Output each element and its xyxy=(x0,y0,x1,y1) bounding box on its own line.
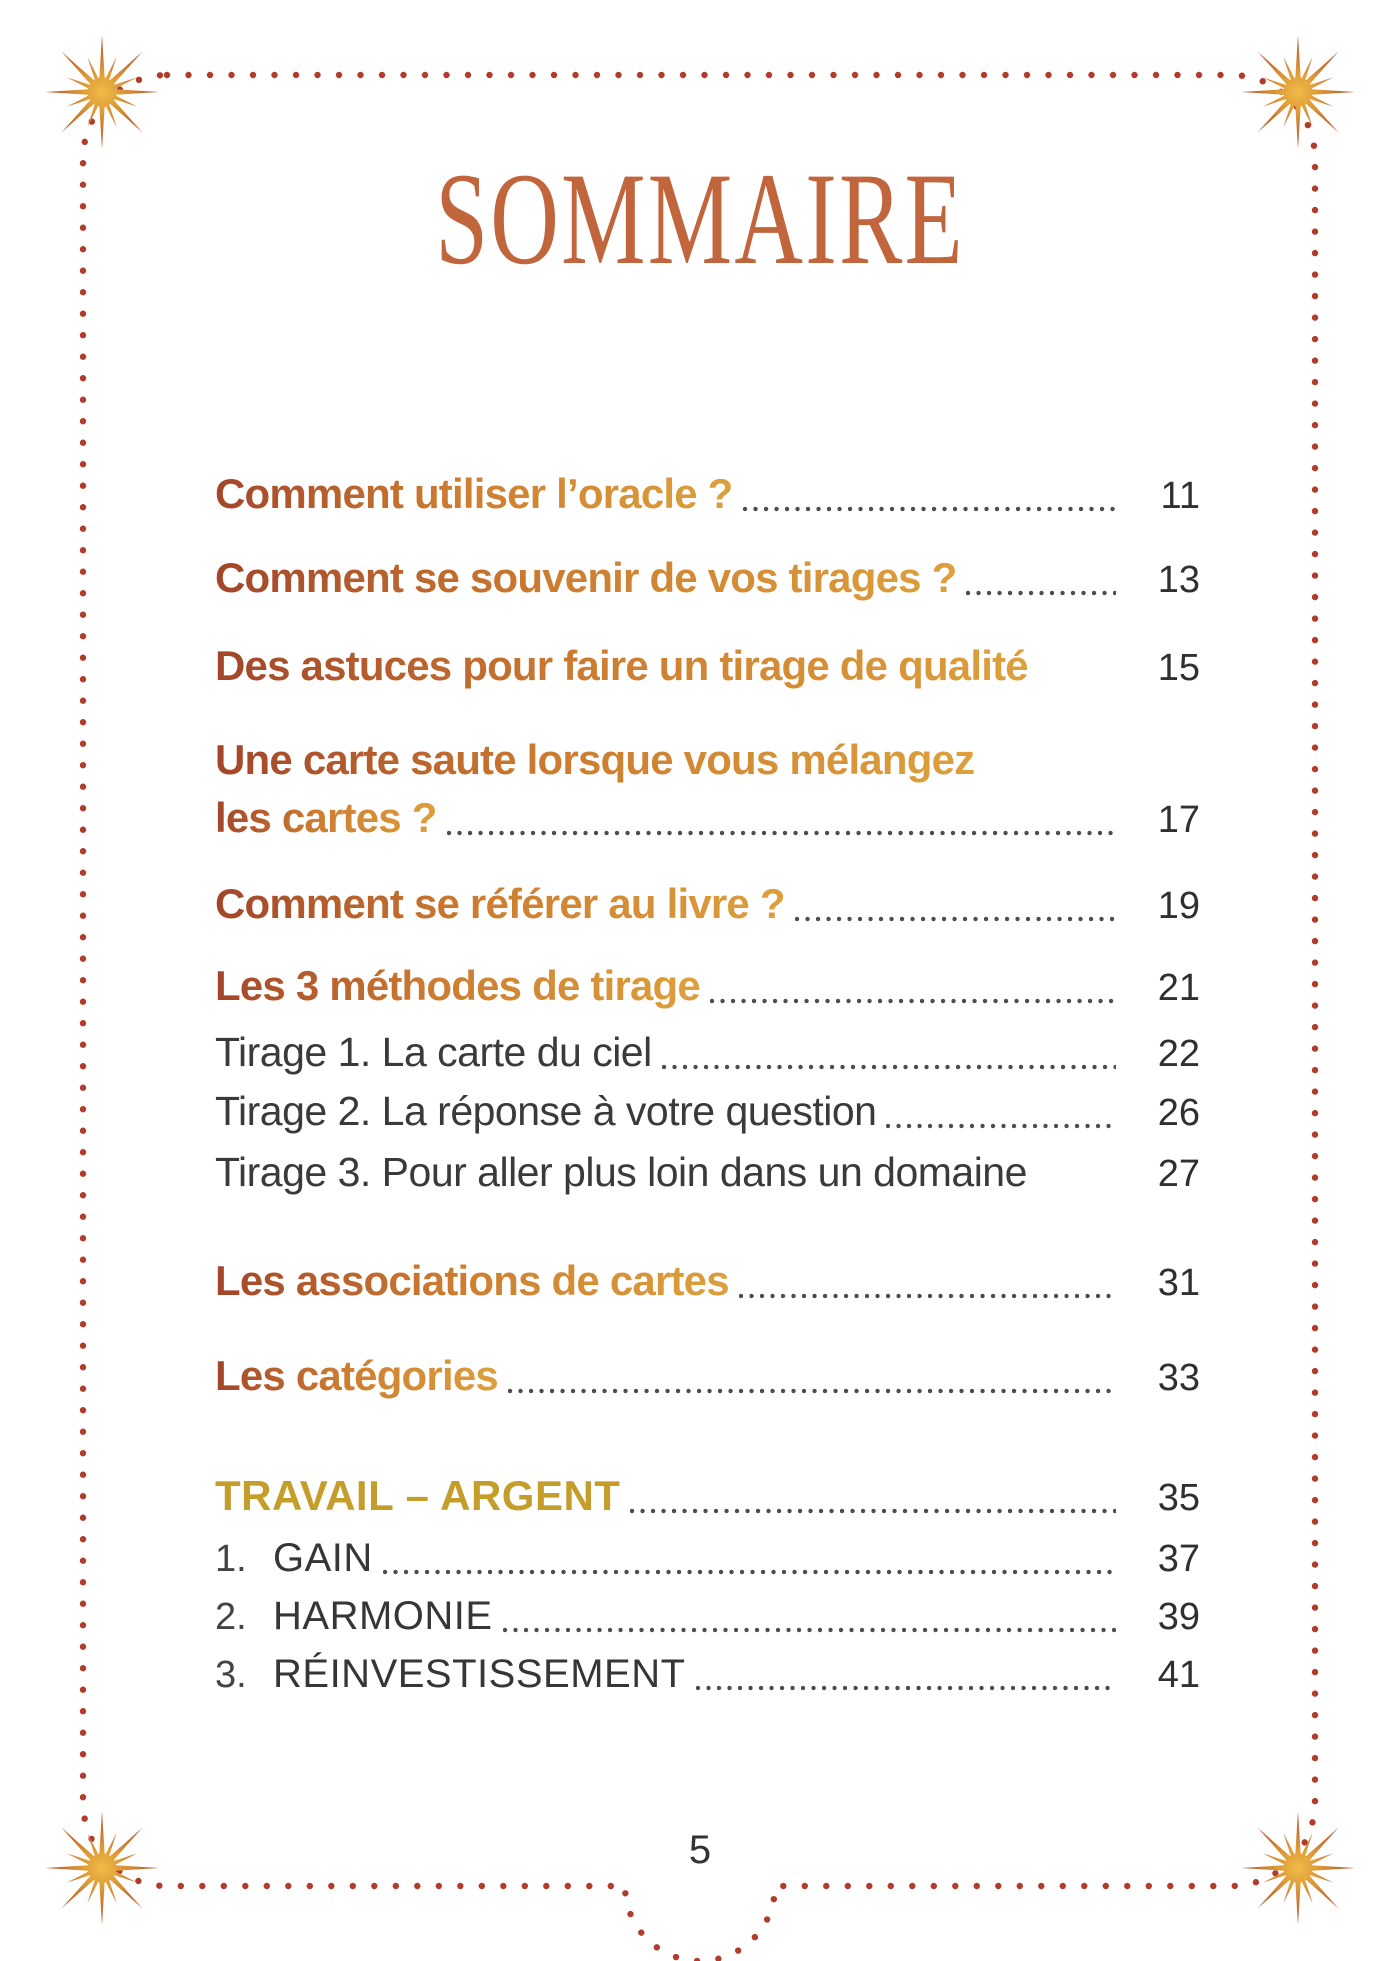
toc-entry-label: Tirage 2. La réponse à votre question xyxy=(215,1088,877,1134)
toc-entry-page: 41 xyxy=(1157,1654,1200,1696)
toc-category xyxy=(215,1470,1200,1524)
toc-entry-label: Les catégories xyxy=(215,1350,498,1402)
toc-entry-line1 xyxy=(215,734,1200,786)
toc-entry-label: Une carte saute lorsque vous mélangez xyxy=(215,734,974,786)
dot-leader xyxy=(503,1627,1116,1633)
dot-leader xyxy=(1037,1184,1116,1190)
dot-leader xyxy=(743,506,1116,512)
toc-entry-page: 35 xyxy=(1157,1477,1200,1519)
toc-entry-label: Tirage 3. Pour aller plus loin dans un domaine xyxy=(215,1149,1027,1195)
toc-entry-label: Comment utiliser l’oracle ? xyxy=(215,468,733,520)
toc-entry-page: 26 xyxy=(1157,1092,1200,1134)
toc-entry xyxy=(215,552,1200,606)
toc-card-item xyxy=(215,1590,1200,1643)
toc-entry-label: HARMONIE xyxy=(273,1594,493,1638)
toc-entry-label: Comment se souvenir de vos tirages ? xyxy=(215,552,956,604)
dot-leader xyxy=(886,1123,1116,1129)
sunburst-icon-top-right xyxy=(1241,35,1355,149)
toc-entry xyxy=(215,640,1200,694)
dot-leader xyxy=(710,998,1116,1004)
toc-entry-page: 39 xyxy=(1157,1596,1200,1638)
toc-card-item xyxy=(215,1648,1200,1701)
sunburst-icon-bottom-right xyxy=(1241,1811,1355,1925)
dot-leader xyxy=(508,1388,1116,1394)
toc-entry-label: Les 3 méthodes de tirage xyxy=(215,960,700,1012)
toc-entry-page: 19 xyxy=(1157,885,1200,927)
toc-entry xyxy=(215,468,1200,522)
toc-card-number: 1. xyxy=(215,1538,247,1580)
toc-card-number: 2. xyxy=(215,1596,247,1638)
dot-leader xyxy=(383,1569,1116,1575)
toc-entry-page: 11 xyxy=(1160,475,1200,517)
toc-subentry xyxy=(215,1146,1200,1200)
toc-entry-page: 31 xyxy=(1157,1262,1200,1304)
toc-entry-page: 21 xyxy=(1157,967,1200,1009)
sunburst-icon-bottom-left xyxy=(45,1811,159,1925)
toc-entry-page: 15 xyxy=(1157,647,1200,689)
toc-entry-page: 17 xyxy=(1157,799,1200,841)
page-number: 5 xyxy=(688,1828,712,1872)
toc-subentry xyxy=(215,1085,1200,1139)
toc-entry-label: les cartes ? xyxy=(215,792,437,844)
toc-card-number: 3. xyxy=(215,1654,247,1696)
dot-leader xyxy=(630,1508,1116,1514)
toc-entry-label: Des astuces pour faire un tirage de qualité xyxy=(215,640,1028,692)
toc-entry-page: 27 xyxy=(1157,1153,1200,1195)
toc-entry-line2 xyxy=(215,792,1200,846)
toc-entry-page: 33 xyxy=(1157,1357,1200,1399)
toc-category-label: TRAVAIL – ARGENT xyxy=(215,1472,621,1519)
dot-leader xyxy=(795,916,1116,922)
page-title: SOMMAIRE xyxy=(435,145,965,292)
toc-entry-page: 37 xyxy=(1157,1538,1200,1580)
toc-entry xyxy=(215,1350,1200,1404)
dot-leader xyxy=(447,830,1116,836)
sunburst-icon-top-left xyxy=(45,35,159,149)
toc-entry-label: Les associations de cartes xyxy=(215,1255,729,1307)
dot-leader xyxy=(966,590,1116,596)
toc-entry-label: Comment se référer au livre ? xyxy=(215,878,785,930)
toc-entry-label: GAIN xyxy=(273,1536,373,1580)
toc-card-item xyxy=(215,1532,1200,1585)
dot-leader xyxy=(739,1293,1116,1299)
toc-subentry xyxy=(215,1026,1200,1080)
toc-entry xyxy=(215,1255,1200,1309)
dot-leader xyxy=(662,1064,1116,1070)
toc-entry-page: 22 xyxy=(1157,1033,1200,1075)
toc-entry xyxy=(215,878,1200,932)
toc-entry-label: Tirage 1. La carte du ciel xyxy=(215,1029,652,1075)
dot-leader xyxy=(696,1685,1116,1691)
toc-entry-page: 13 xyxy=(1157,559,1200,601)
toc-entry xyxy=(215,960,1200,1014)
dot-leader xyxy=(1038,678,1116,684)
toc-entry-label: RÉINVESTISSEMENT xyxy=(273,1652,686,1696)
